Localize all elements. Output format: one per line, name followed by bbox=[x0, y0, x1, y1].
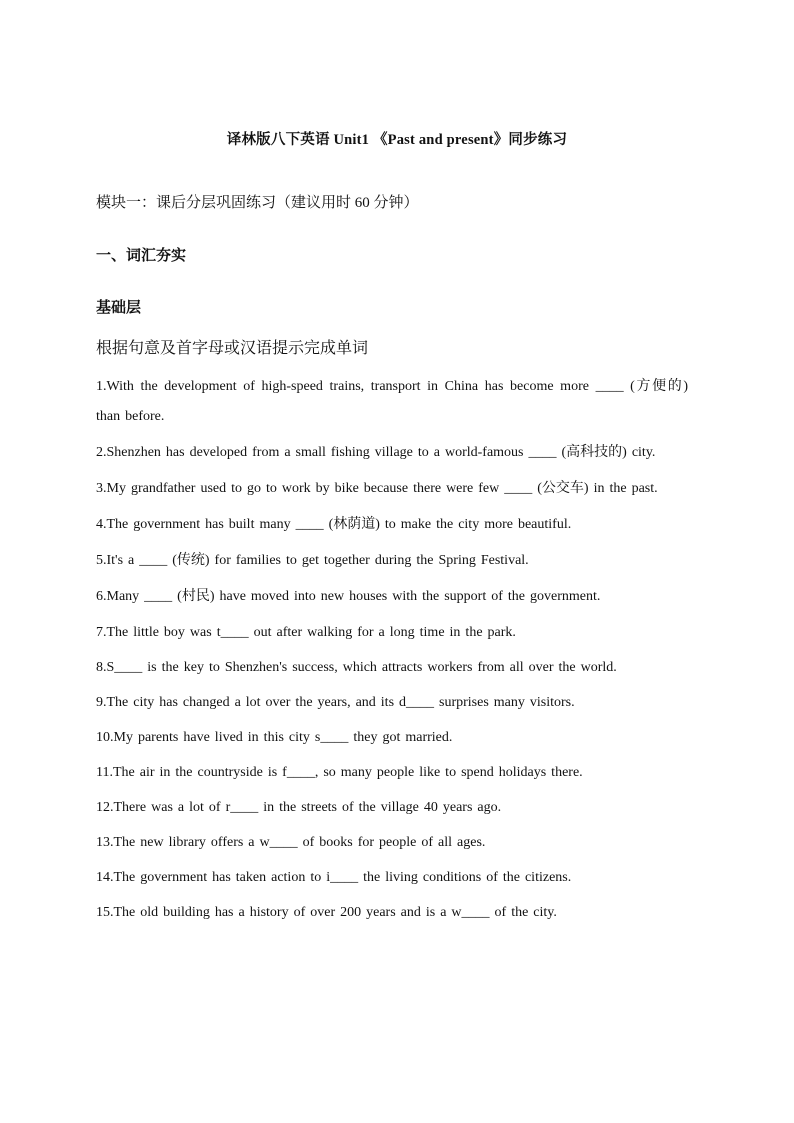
exercise-item-13: 13.The new library offers a w____ of books for people of all ages. bbox=[96, 835, 486, 850]
exercise-list bbox=[96, 372, 688, 933]
exercise-item-6: 6.Many ____ (村民) have moved into new houses with the support of the government. bbox=[96, 589, 601, 604]
exercise-item-15: 15.The old building has a history of over 200 years and is a w____ of the city. bbox=[96, 905, 557, 920]
exercise-item-4: 4.The government has built many ____ (林荫道) to make the city more beautiful. bbox=[96, 517, 572, 532]
exercise-item-5: 5.It's a ____ (传统) for families to get together during the Spring Festival. bbox=[96, 553, 529, 568]
instruction-text: 根据句意及首字母或汉语提示完成单词 bbox=[96, 340, 369, 357]
module-heading: 模块一：课后分层巩固练习（建议用时 60 分钟） bbox=[96, 195, 419, 211]
exercise-item-14: 14.The government has taken action to i____ the living conditions of the citizens. bbox=[96, 870, 572, 885]
exercise-item-10: 10.My parents have lived in this city s____ they got married. bbox=[96, 730, 453, 745]
exercise-item-7: 7.The little boy was t____ out after walking for a long time in the park. bbox=[96, 625, 516, 640]
exercise-item-12: 12.There was a lot of r____ in the streets of the village 40 years ago. bbox=[96, 800, 502, 815]
level-heading: 基础层 bbox=[96, 300, 142, 316]
document-title: 译林版八下英语 Unit1 《Past and present》同步练习 bbox=[226, 132, 568, 148]
exercise-item-3: 3.My grandfather used to go to work by bike because there were few ____ (公交车) in the past. bbox=[96, 481, 658, 496]
section-heading: 一、词汇夯实 bbox=[96, 248, 187, 264]
exercise-item-9: 9.The city has changed a lot over the years, and its d____ surprises many visitors. bbox=[96, 695, 575, 710]
exercise-item-1: 1.With the development of high-speed trains, transport in China has become more ____ (方便的) than before. bbox=[96, 379, 688, 424]
exercise-item-2: 2.Shenzhen has developed from a small fishing village to a world-famous ____ (高科技的) city. bbox=[96, 445, 656, 460]
exercise-item-11: 11.The air in the countryside is f____, so many people like to spend holidays there. bbox=[96, 765, 583, 780]
exercise-item-8: 8.S____ is the key to Shenzhen's success, which attracts workers from all over the world. bbox=[96, 660, 617, 675]
